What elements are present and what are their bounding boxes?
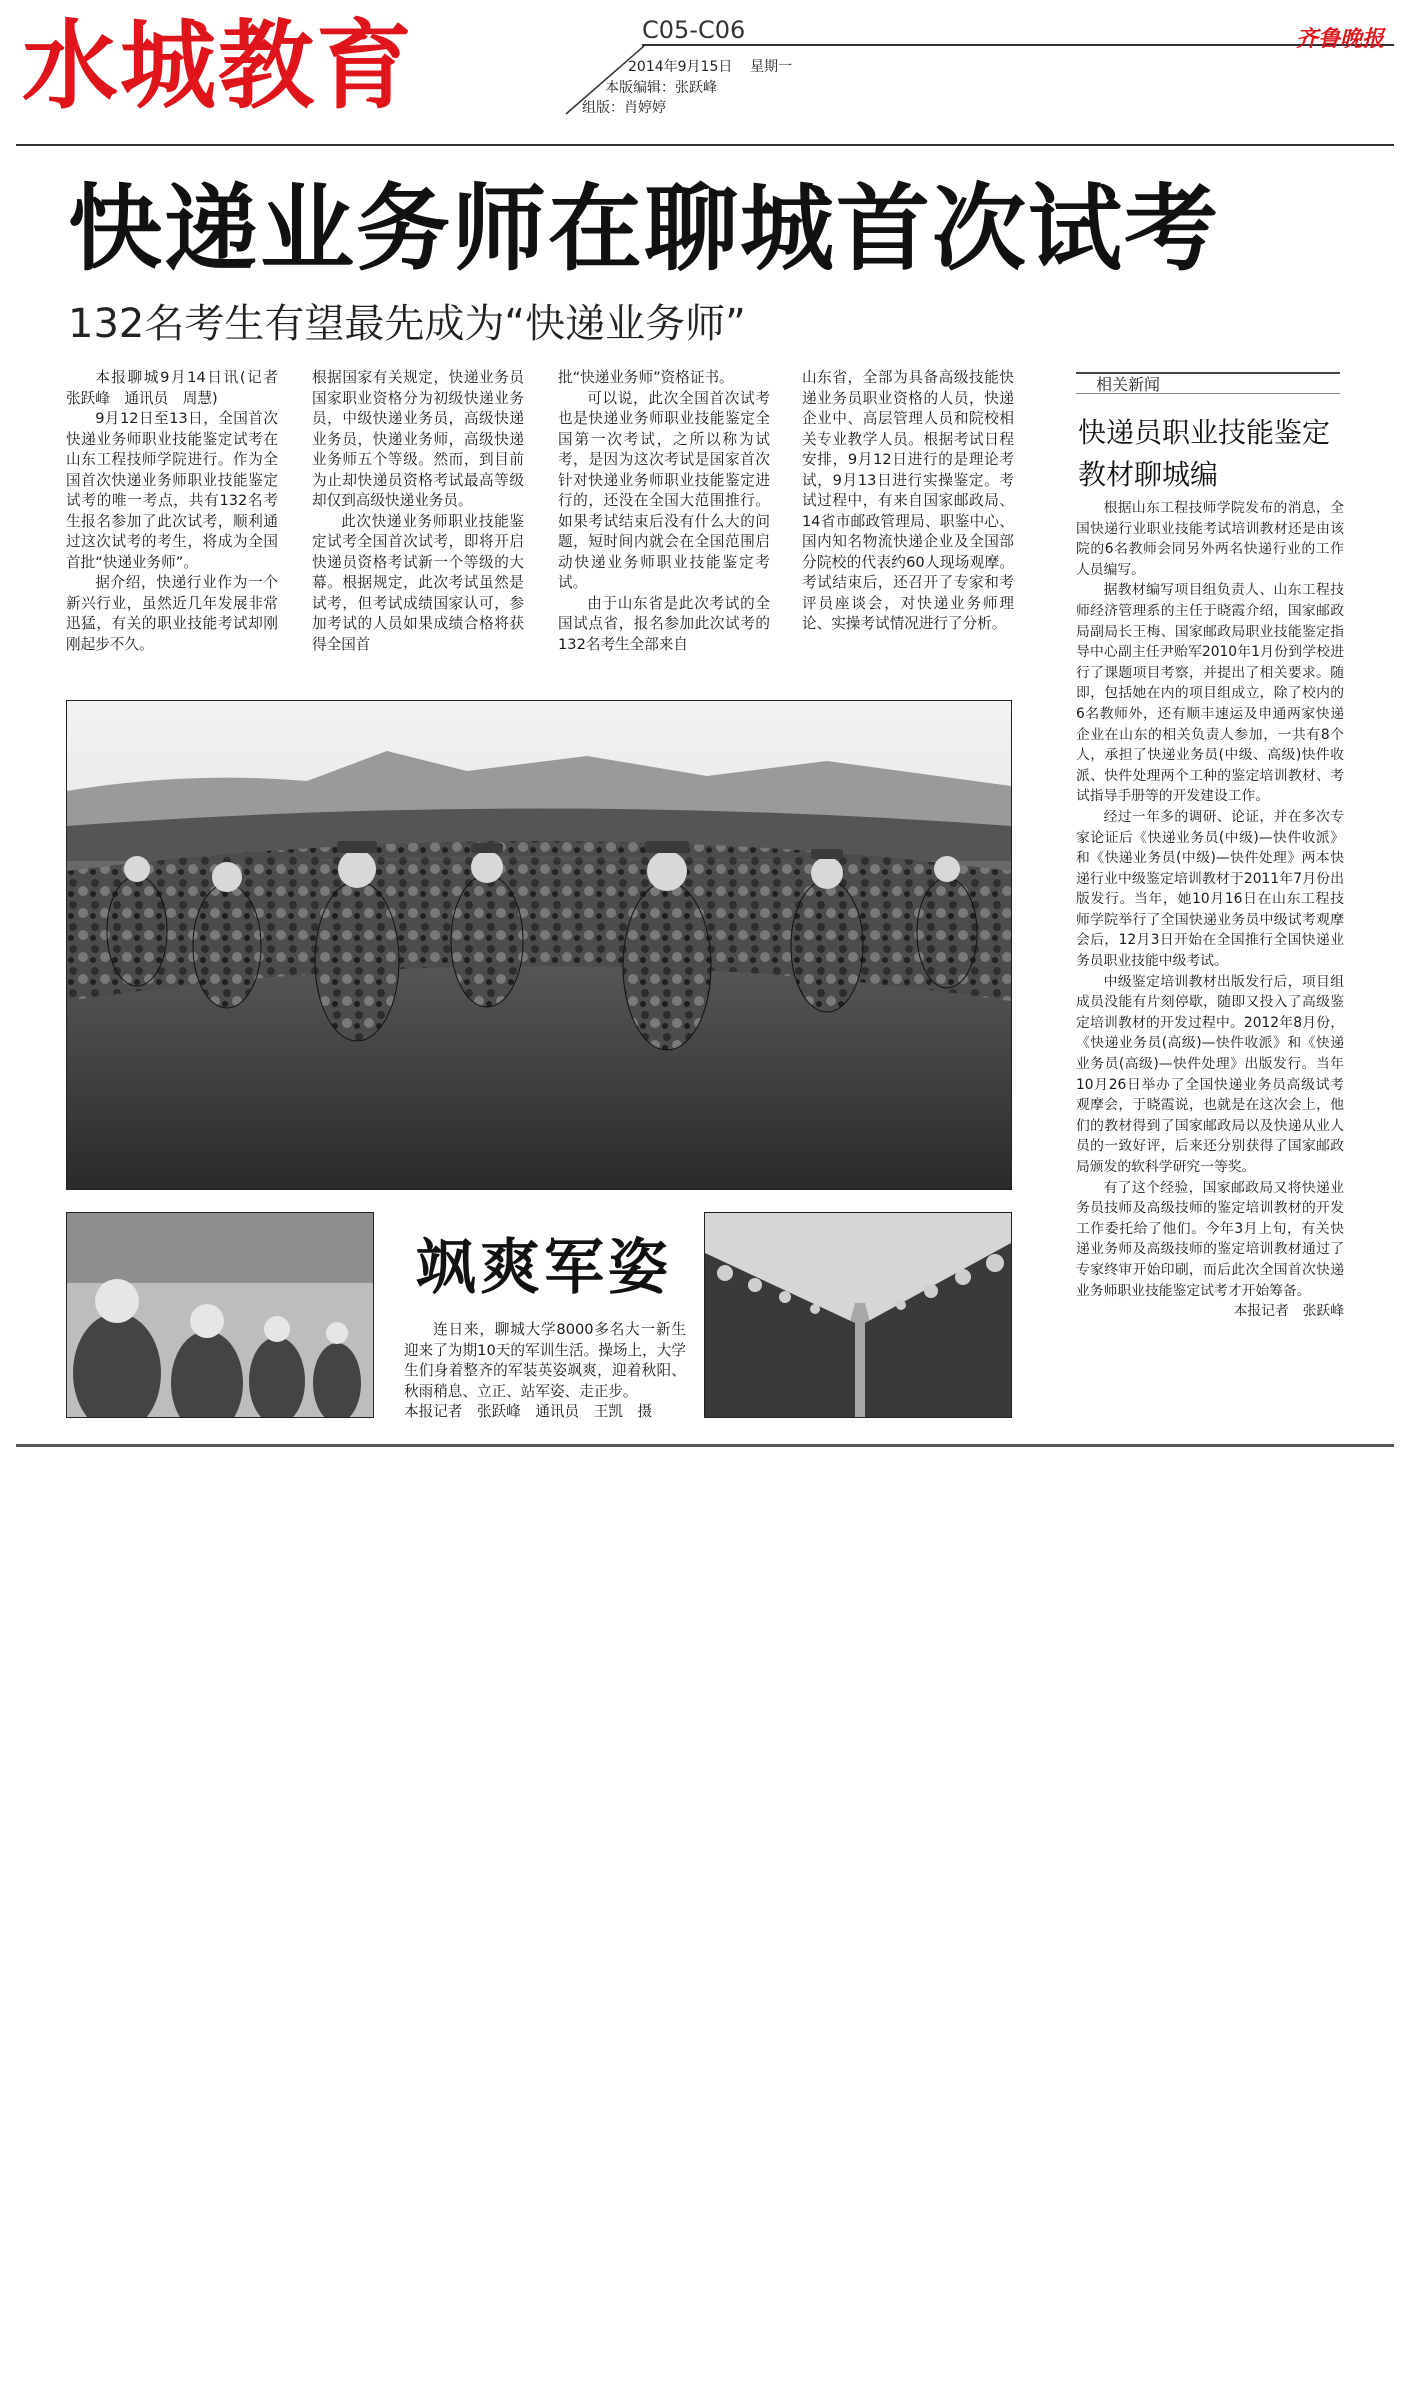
paragraph: 批“快递业务师”资格证书。 <box>558 369 734 386</box>
feature-photo-formation <box>704 1212 1012 1418</box>
dateline: 本报聊城9月14日讯(记者 张跃峰 通讯员 周慧) <box>66 369 293 407</box>
related-news-tag: 相关新闻 <box>1076 372 1340 394</box>
page-bottom-rule <box>16 1444 1394 1447</box>
paper-logo: 齐鲁晚报 <box>1296 26 1385 52</box>
article-column-1 <box>66 368 293 655</box>
photo-credit: 本报记者 张跃峰 通讯员 王凯 摄 <box>404 1403 653 1420</box>
section-masthead: 水城教育 <box>22 10 414 122</box>
paragraph: 据介绍，快递行业作为一个新兴行业，虽然近几年发展非常迅猛，有关的职业技能考试却刚刚起步不久。 <box>66 574 278 653</box>
paragraph: 此次快递业务师职业技能鉴定试考全国首次试考，即将开启快递员资格考试新一个等级的大幕。根据规定，此次考试虽然是试考，但考试成绩国家认可，参加考试的人员如果成绩合格将获得全国首 <box>312 512 524 653</box>
soldiers-photo-graphic <box>67 701 1011 1189</box>
article-column-4 <box>802 368 1014 635</box>
sidebar-title-line: 快递员职业技能鉴定 <box>1078 416 1331 449</box>
article-headline: 快递业务师在聊城首次试考 <box>68 175 1221 284</box>
feature-title: 飒爽军姿 <box>416 1233 672 1303</box>
caption-text: 连日来，聊城大学8000多名大一新生迎来了为期10天的军训生活。操场上，大学生们身着整齐的军装英姿飒爽，迎着秋阳、秋雨稍息、立正、站军姿、走正步。 <box>404 1321 686 1400</box>
sidebar-paragraph: 根据山东工程技师学院发布的消息，全国快递行业职业技能考试培训教材还是由该院的6名教师会同另外两名快递行业的工作人员编写。 <box>1076 500 1344 578</box>
sidebar-title <box>1078 412 1348 496</box>
sidebar-paragraph: 中级鉴定培训教材出版发行后，项目组成员没能有片刻停歇，随即又投入了高级鉴定培训教材的开发过程中。2012年8月份，《快递业务员(高级)—快件收派》和《快递业务员(高级)—快件处理》出版发行。当年10月26日举办了全国快递业务员高级试考观摩会，于晓霞说，也就是在这次会上，他们的教材得到了国家邮政局以及快递从业人员的一致好评，后来还分别获得了国家邮政局颁发的软科学研究一等奖。 <box>1076 973 1344 1175</box>
header-bottom-rule <box>16 144 1394 146</box>
weekday-text: 星期一 <box>750 59 793 75</box>
feature-caption <box>404 1320 686 1423</box>
header-diagonal-rule <box>560 44 650 116</box>
article-column-3 <box>558 368 770 655</box>
date-text: 2014年9月15日 <box>628 59 733 75</box>
article-column-2 <box>312 368 524 655</box>
paragraph: 由于山东省是此次考试的全国试点省，报名参加此次试考的132名考生全部来自 <box>558 594 770 653</box>
header-date <box>628 56 792 76</box>
sidebar-paragraph: 有了这个经验，国家邮政局又将快递业务员技师及高级技师的鉴定培训教材的开发工作委托给了他们。今年3月上旬，有关快递业务师及高级技师的鉴定培训教材通过了专家终审开始印刷，而后此次全国首次快递业务师职业技能鉴定试考才开始筹备。 <box>1076 1179 1344 1299</box>
header-editor: 本版编辑：张跃峰 <box>605 80 717 96</box>
formation-graphic <box>705 1213 1011 1417</box>
sidebar-paragraph: 经过一年多的调研、论证，并在多次专家论证后《快递业务员(中级)—快件收派》和《快递业务员(中级)—快件处理》两本快递行业中级鉴定培训教材于2011年7月份出版发行。当年，她10月16日在山东工程技师学院举行了全国快递业务员中级试考观摩会后，12月3日开始在全国推行全国快递业务员职业技能中级考试。 <box>1076 808 1344 970</box>
header-layout: 组版：肖婷婷 <box>582 100 666 116</box>
female-cadets-graphic <box>67 1213 373 1417</box>
sidebar-byline: 本报记者 张跃峰 <box>1233 1303 1344 1320</box>
paragraph: 山东省，全部为具备高级技能快递业务员职业资格的人员，快递企业中、高层管理人员和院校相关专业教学人员。根据考试日程安排，9月12日进行的是理论考试，9月13日进行实操鉴定。考试过程中，有来自国家邮政局、14省市邮政管理局、职鉴中心、国内知名物流快递企业及全国部分院校的代表约60人现场观摩。考试结束后，还召开了专家和考评员座谈会，对快递业务师理论、实操考试情况进行了分析。 <box>802 369 1014 632</box>
sidebar-title-line: 教材聊城编 <box>1078 458 1219 491</box>
paragraph: 根据国家有关规定，快递业务员国家职业资格分为初级快递业务员，中级快递业务员，高级快递业务员，快递业务师，高级快递业务师五个等级。然而，到目前为止却快递员资格考试最高等级却仅到高级快递业务员。 <box>312 369 524 509</box>
paragraph: 9月12日至13日，全国首次快递业务师职业技能鉴定试考在山东工程技师学院进行。作为全国首次快递业务师职业技能鉴定试考的唯一考点，共有132名考生报名参加了此次试考，顺利通过这次试考的考生，将成为全国首批“快递业务师”。 <box>66 410 278 571</box>
article-subheadline: 132名考生有望最先成为“快递业务师” <box>68 301 746 347</box>
sidebar-paragraph: 据教材编写项目组负责人、山东工程技师经济管理系的主任于晓霞介绍，国家邮政局副局长王梅、国家邮政局职业技能鉴定指导中心副主任尹贻军2010年1月份到学校进行了课题项目考察，并提出了相关要求。随即，包括她在内的项目组成立，除了校内的6名教师外，还有顺丰速运及申通两家快递企业在山东的相关负责人参加，一共有8个人，承担了快递业务员(中级、高级)快件收派、快件处理两个工种的鉴定培训教材、考试指导手册等的开发建设工作。 <box>1076 582 1344 805</box>
paragraph: 可以说，此次全国首次试考也是快递业务师职业技能鉴定全国第一次考试，之所以称为试考，是因为这次考试是国家首次针对快递业务师职业技能鉴定进行的，还没在全国大范围推行。如果考试结束后没有什么大的问题，短时间内就会在全国范围启动快递业务师职业技能鉴定考试。 <box>558 389 770 591</box>
page-numbers: C05-C06 <box>642 16 746 44</box>
sidebar-body <box>1076 498 1344 1322</box>
main-photo-military-training <box>66 700 1012 1190</box>
feature-photo-female-cadets <box>66 1212 374 1418</box>
header-top-rule <box>642 44 1394 46</box>
